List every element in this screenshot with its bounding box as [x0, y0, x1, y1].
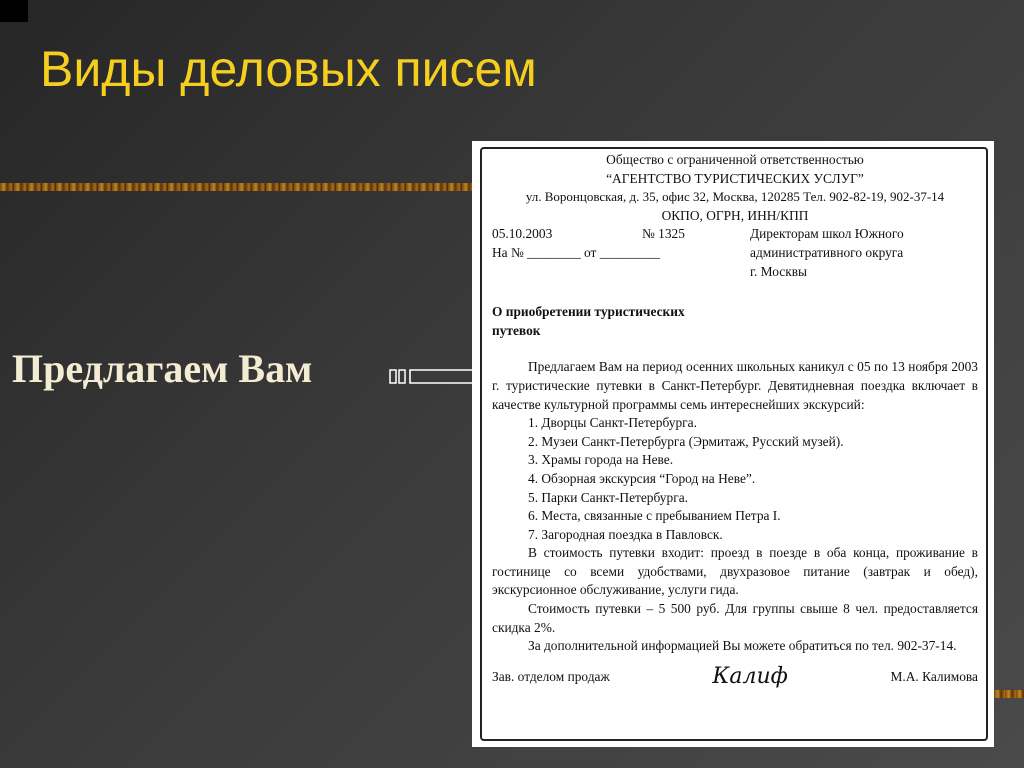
letter-document	[472, 141, 994, 747]
recipient-line-1: Директорам школ Южного	[750, 226, 904, 242]
decorative-band-right	[994, 690, 1024, 698]
letter-paragraph-4: За дополнительной информацией Вы можете обратиться по тел. 902-37-14.	[528, 638, 957, 654]
letter-reference: На № ________ от _________	[492, 244, 660, 260]
letter-paragraph-3: Стоимость путевки – 5 500 руб. Для группы свыше 8 чел. предоставляется скидка 2%.	[492, 601, 978, 635]
list-item: 6. Места, связанные с пребыванием Петра I.	[528, 508, 781, 524]
org-line-2: “АГЕНТСТВО ТУРИСТИЧЕСКИХ УСЛУГ”	[606, 170, 864, 186]
list-item: 2. Музеи Санкт-Петербурга (Эрмитаж, Русский музей).	[528, 433, 844, 449]
list-item: 4. Обзорная экскурсия “Город на Неве”.	[528, 470, 756, 486]
list-item: 3. Храмы города на Неве.	[528, 452, 674, 468]
corner-mark	[0, 0, 28, 22]
decorative-band	[0, 183, 472, 191]
list-item: 1. Дворцы Санкт-Петербурга.	[528, 415, 697, 431]
signer-position: Зав. отделом продаж	[492, 668, 610, 684]
letter-number: № 1325	[642, 226, 685, 242]
letter-date: 05.10.2003	[492, 226, 553, 242]
slide-title: Виды деловых писем	[40, 41, 537, 97]
list-item: 5. Парки Санкт-Петербурга.	[528, 489, 688, 505]
letter-paragraph-2: В стоимость путевки входит: проезд в поезде в оба конца, проживание в гостинице со всеми удобствами, двухразовое питание (завтрак и обед), экскурсионное обслуживание, услуги гида.	[492, 545, 978, 598]
org-codes: ОКПО, ОГРН, ИНН/КПП	[661, 207, 809, 223]
recipient-line-3: г. Москвы	[750, 263, 808, 279]
subject-line-2: путевок	[492, 322, 541, 338]
letter-paragraph-1: Предлагаем Вам на период осенних школьных каникул с 05 по 13 ноября 2003 г. туристические путевки в Санкт-Петербург. Девятидневная поездка включает в качестве культурной программы семь интереснейших экскурсий:	[492, 359, 978, 412]
subject-line-1: О приобретении туристических	[492, 304, 685, 320]
list-item: 7. Загородная поездка в Павловск.	[528, 526, 723, 542]
side-caption: Предлагаем Вам	[12, 346, 313, 391]
org-line-1: Общество с ограниченной ответственностью	[606, 152, 864, 167]
org-address: ул. Воронцовская, д. 35, офис 32, Москва, 120285 Тел. 902-82-19, 902-37-14	[525, 189, 945, 205]
signer-name: М.А. Калимова	[890, 668, 978, 684]
handwritten-signature: Калиф	[712, 663, 788, 689]
recipient-line-2: административного округа	[750, 244, 904, 260]
